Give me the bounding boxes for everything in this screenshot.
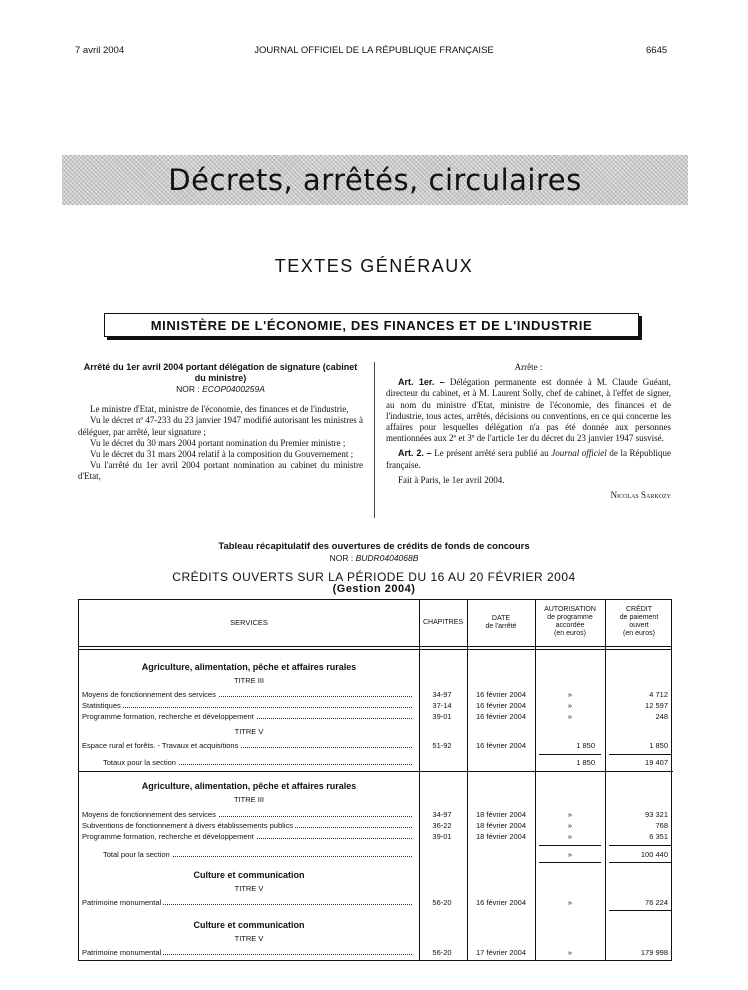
row-chapitre: 34-97 [432,690,452,699]
arrete-nor-code: ECOP0400259A [202,384,265,394]
fait-a-paris: Fait à Paris, le 1er avril 2004. [398,474,505,485]
visa-paragraph: Le ministre d'Etat, ministre de l'économie, des finances et de l'industrie, [90,404,349,415]
row-date: 18 février 2004 [475,832,527,841]
row-date: 18 février 2004 [475,810,527,819]
section-heading: TEXTES GÉNÉRAUX [274,256,474,276]
table-row [79,700,673,711]
row-autorisation: » [567,821,573,830]
section-name: Agriculture, alimentation, pêche et affaires rurales [141,662,357,672]
row-label: Moyens de fonctionnement des services [82,810,216,819]
row-label: Programme formation, recherche et développement [82,832,254,841]
row-label: Programme formation, recherche et développement [82,712,254,721]
row-date: 16 février 2004 [475,690,527,699]
row-autorisation: » [567,810,573,819]
credits-table [78,599,672,961]
total-row [79,757,673,768]
table-row [79,947,673,958]
arrete-title: Arrêté du 1er avril 2004 portant délégation de signature (cabinet du ministre) [83,362,358,383]
row-credit: 1 850 [649,741,668,750]
row-autorisation: » [567,690,573,699]
row-label: Espace rural et forêts. - Travaux et acquisitions [82,741,239,750]
row-chapitre: 36-22 [432,821,452,830]
arrete-nor [78,384,363,395]
table-row [79,831,673,842]
row-chapitre: 56-20 [432,898,452,907]
row-autorisation: 1 850 [576,741,595,750]
titre-label: TITRE V [234,934,264,943]
article-2-label: Art. 2. – [398,448,432,459]
article-1-label: Art. 1er. – [398,377,445,388]
row-credit: 4 712 [649,690,668,699]
row-date: 17 février 2004 [475,948,527,957]
row-label: Subventions de fonctionnement à divers établissements publics [82,821,293,830]
column-divider [374,362,375,518]
table-row [79,740,673,751]
row-credit: 6 351 [649,832,668,841]
total-autorisation: » [567,850,573,859]
row-date: 16 février 2004 [475,741,527,750]
ministry-title: MINISTÈRE DE L'ÉCONOMIE, DES FINANCES ET DE L'INDUSTRIE [150,317,593,333]
article-2-text-a: Le présent arrêté sera publié au [434,448,552,459]
row-chapitre: 39-01 [432,832,452,841]
row-autorisation: » [567,832,573,841]
table-row [79,820,673,831]
arrete-word: Arrête : [514,362,543,372]
row-credit: 12 597 [645,701,668,710]
row-autorisation: » [567,712,573,721]
table-row [79,711,673,722]
arrete-left-column [78,362,363,483]
header-autorisation: AUTORISATION de programme accordée (en euros) [544,606,596,637]
row-credit: 179 998 [640,948,668,957]
row-label: Patrimoine monumental [82,898,162,907]
row-autorisation: » [567,948,573,957]
table-row [79,689,673,700]
row-date: 16 février 2004 [475,712,527,721]
signature: Nicolas Sarkozy [610,490,671,501]
header-chapitres: CHAPITRES [422,619,464,626]
header-page-number: 6645 [646,45,668,56]
table-nor [0,553,748,563]
table-row [79,897,673,908]
titre-label: TITRE V [234,884,264,893]
row-chapitre: 39-01 [432,712,452,721]
row-chapitre: 37-14 [432,701,452,710]
header-date: 7 avril 2004 [75,45,125,56]
table-row [79,809,673,820]
ministry-box [104,313,639,337]
row-chapitre: 34-97 [432,810,452,819]
table-nor-label: NOR : [329,553,354,563]
total-label: Total pour la section [103,850,170,859]
row-autorisation: » [567,701,573,710]
visa-paragraph: Vu le décret du 31 mars 2004 relatif à la composition du Gouvernement ; [90,449,354,460]
arrete-right-column [386,362,671,501]
header-services: SERVICES [230,618,268,627]
visa-paragraph: Vu l'arrêté du 1er avril 2004 portant nomination au cabinet du ministre d'Etat, [78,460,363,482]
row-label: Patrimoine monumental [82,948,162,957]
arrete-nor-label: NOR : [176,384,200,394]
section-banner [62,155,688,205]
total-credit: 19 407 [645,758,668,767]
visa-paragraph: Vu le décret du 30 mars 2004 portant nomination du Premier ministre ; [90,437,346,448]
header-credit: CRÉDIT de paiement ouvert (en euros) [619,606,659,637]
total-row [79,849,673,860]
article-2-text-b: de la République française. [386,448,672,470]
row-date: 18 février 2004 [475,821,527,830]
table-gestion: (Gestion 2004) [332,583,416,595]
row-chapitre: 56-20 [432,948,452,957]
row-chapitre: 51-92 [432,741,452,750]
article-2 [386,448,671,470]
article-2-journal: Journal officiel [551,448,607,459]
banner-title: Décrets, arrêtés, circulaires [168,163,582,197]
table-title: Tableau récapitulatif des ouvertures de crédits de fonds de concours [218,541,530,552]
titre-label: TITRE V [234,727,264,736]
row-credit: 248 [655,712,668,721]
section-name: Culture et communication [193,870,305,880]
row-credit: 93 321 [645,810,668,819]
table-subtitle: CRÉDITS OUVERTS SUR LA PÉRIODE DU 16 AU 20 FÉVRIER 2004 [172,570,576,584]
header-date: DATE de l'arrêté [485,615,517,630]
article-1 [386,377,671,444]
row-date: 16 février 2004 [475,898,527,907]
total-credit: 100 440 [640,850,668,859]
article-1-text: Délégation permanente est donnée à M. Claude Guéant, directeur du cabinet, et à M. Laurent Solly, chef de cabinet, à l'effet de signer, au nom du ministre d'Etat, ministre de l'économie, des finances et de l'industrie, tous actes, arrêtés, décisions ou conventions, en ce qui concerne les affaires pour lesquelles délégation n'a pas été donnée aux personnes mentionnées aux 2º et 3º de l'article 1er du décret du 23 janvier 1947 susvisé. [386,377,671,444]
titre-label: TITRE III [234,795,264,804]
header-journal-title: JOURNAL OFFICIEL DE LA RÉPUBLIQUE FRANÇAISE [254,45,494,56]
total-label: Totaux pour la section [103,758,176,767]
total-autorisation: 1 850 [576,758,595,767]
visa-paragraph: Vu le décret nº 47-233 du 23 janvier 1947 modifié autorisant les ministres à déléguer, par arrêté, leur signature ; [78,415,363,437]
row-autorisation: » [567,898,573,907]
table-nor-code: BUDR0404068B [355,553,419,563]
row-credit: 768 [655,821,668,830]
row-credit: 76 224 [645,898,668,907]
row-date: 16 février 2004 [475,701,527,710]
row-label: Statistiques [82,701,121,710]
titre-label: TITRE III [234,676,264,685]
section-name: Culture et communication [193,920,305,930]
row-label: Moyens de fonctionnement des services [82,690,216,699]
section-name: Agriculture, alimentation, pêche et affaires rurales [141,781,357,791]
